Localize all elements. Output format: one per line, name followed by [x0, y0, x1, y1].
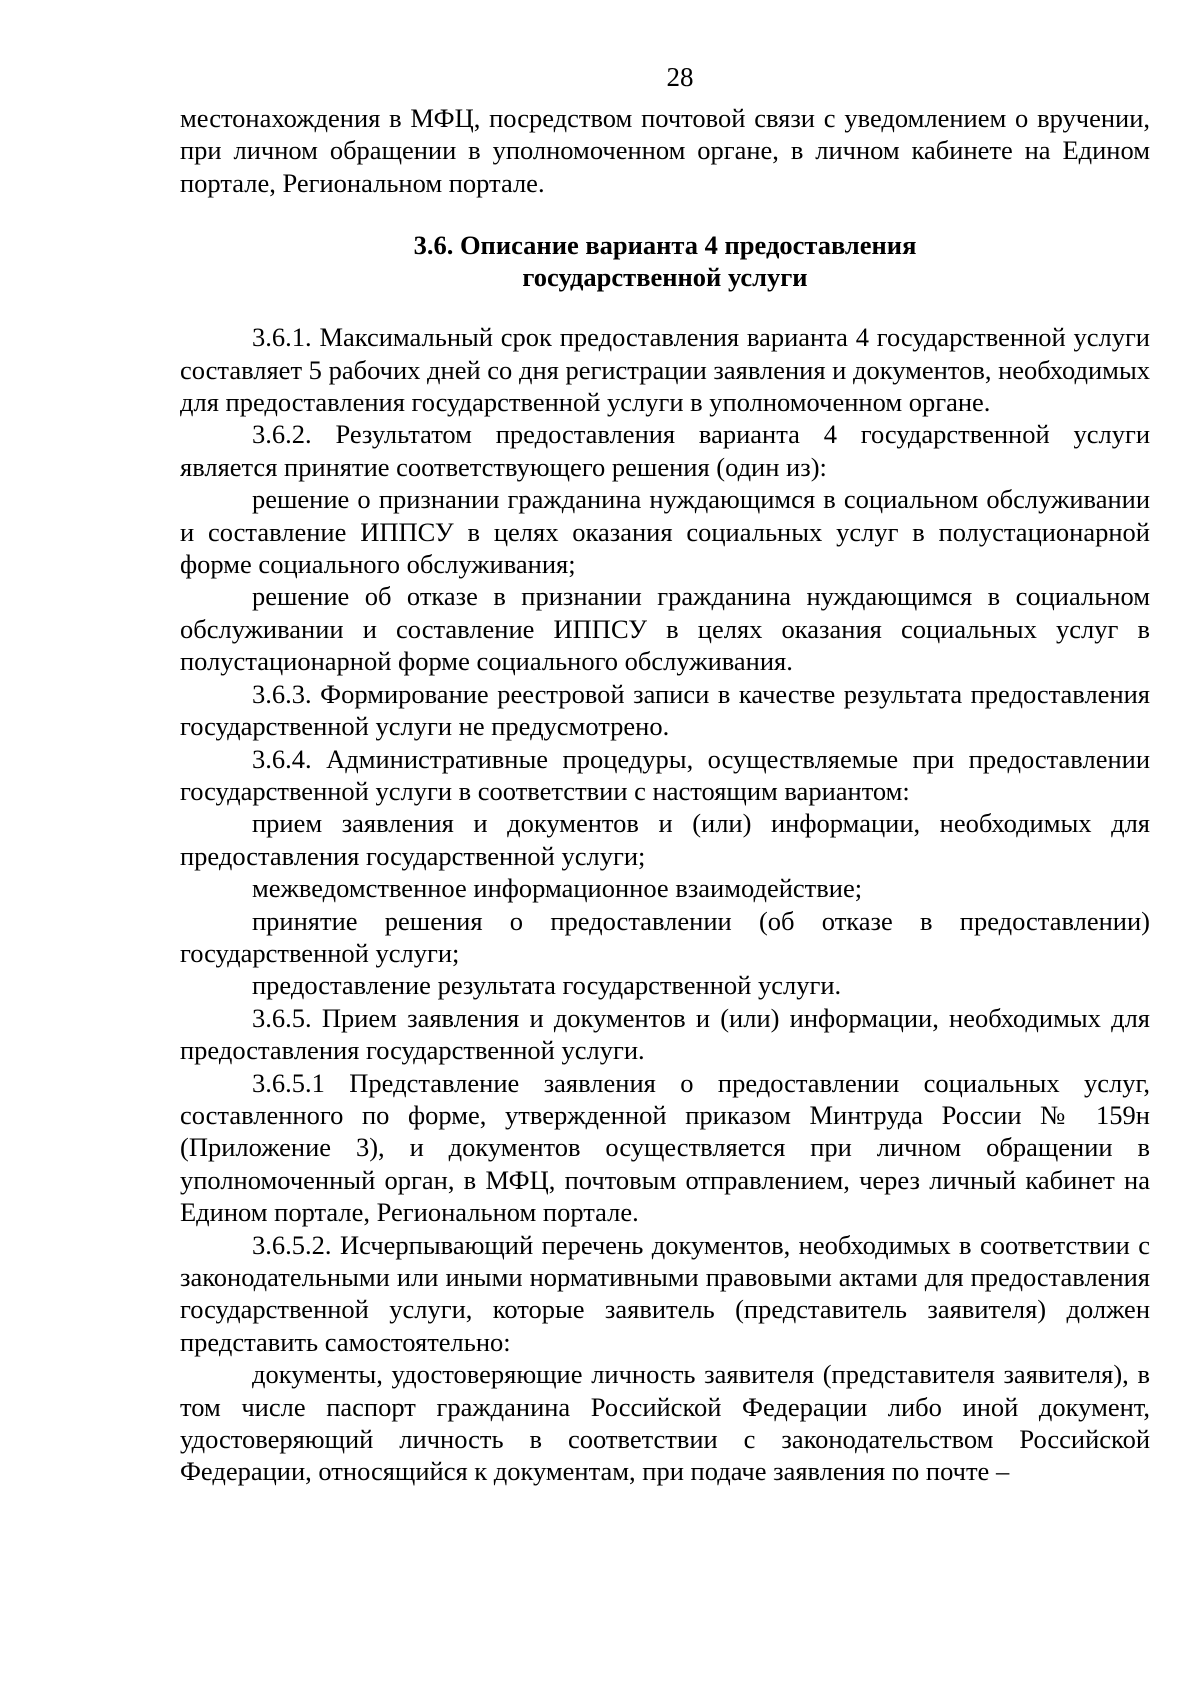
paragraph-procedure-reception: прием заявления и документов и (или) информации, необходимых для предоставления государственной услуги;	[180, 808, 1150, 871]
paragraph-3-6-2: 3.6.2. Результатом предоставления варианта 4 государственной услуги является принятие соответствующего решения (один из):	[180, 419, 1150, 482]
paragraph-3-6-5-2: 3.6.5.2. Исчерпывающий перечень документов, необходимых в соответствии с законодательными или иными нормативными правовыми актами для предоставления государственной услуги, которые заявитель (представитель заявителя) должен представить самостоятельно:	[180, 1229, 1150, 1357]
intro-paragraph: местонахождения в МФЦ, посредством почтовой связи с уведомлением о вручении, при личном обращении в уполномоченном органе, в личном кабинете на Едином портале, Региональном портале.	[180, 103, 1150, 198]
section-heading-line-2: государственной услуги	[522, 262, 808, 293]
page-number: 28	[666, 62, 694, 92]
paragraph-3-6-5-1: 3.6.5.1 Представление заявления о предоставлении социальных услуг, составленного по форме, утвержденной приказом Минтруда России № 159н (Приложение 3), и документов осуществляется при личном обращении в уполномоченный орган, в МФЦ, почтовым отправлением, через личный кабинет на Едином портале, Региональном портале.	[180, 1067, 1150, 1228]
paragraph-procedure-decision: принятие решения о предоставлении (об отказе в предоставлении) государственной услуги;	[180, 905, 1150, 968]
paragraph-decision-negative: решение об отказе в признании гражданина нуждающимся в социальном обслуживании и составление ИППСУ в целях оказания социальных услуг в полустационарной форме социального обслуживания.	[180, 581, 1150, 677]
paragraph-decision-positive: решение о признании гражданина нуждающимся в социальном обслуживании и составление ИППСУ в целях оказания социальных услуг в полустационарной форме социального обслуживания;	[180, 484, 1150, 580]
document-body	[180, 102, 1150, 1488]
paragraph-3-6-1: 3.6.1. Максимальный срок предоставления варианта 4 государственной услуги составляет 5 рабочих дней со дня регистрации заявления и документов, необходимых для предоставления государственной услуги в уполномоченном органе.	[180, 322, 1150, 418]
paragraph-3-6-5: 3.6.5. Прием заявления и документов и (или) информации, необходимых для предоставления государственной услуги.	[180, 1002, 1150, 1066]
section-heading-line-1: 3.6. Описание варианта 4 предоставления	[413, 230, 917, 261]
paragraph-3-6-4: 3.6.4. Административные процедуры, осуществляемые при предоставлении государственной услуги в соответствии с настоящим вариантом:	[180, 743, 1150, 806]
paragraph-procedure-result: предоставление результата государственной услуги.	[252, 970, 842, 1001]
section-heading	[180, 229, 1150, 293]
paragraph-3-6-3: 3.6.3. Формирование реестровой записи в качестве результата предоставления государственной услуги не предусмотрено.	[180, 678, 1150, 742]
paragraph-procedure-interaction: межведомственное информационное взаимодействие;	[252, 873, 863, 904]
paragraph-identity-documents: документы, удостоверяющие личность заявителя (представителя заявителя), в том числе паспорт гражданина Российской Федерации либо иной документ, удостоверяющий личность в соответствии с законодательством Российской Федерации, относящийся к документам, при подаче заявления по почте –	[180, 1359, 1150, 1487]
